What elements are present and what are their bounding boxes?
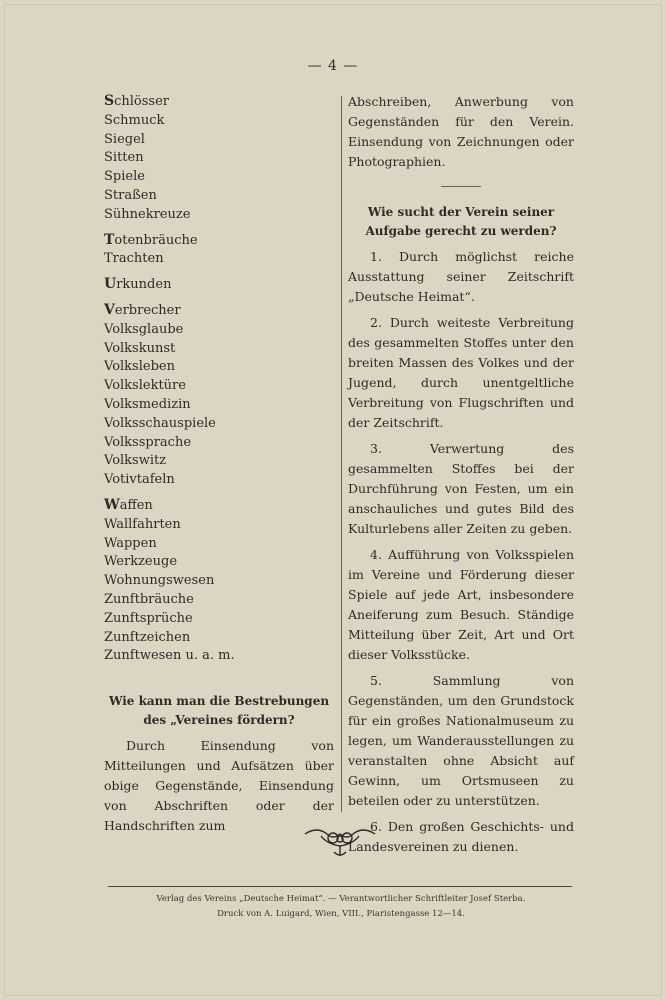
term-list (104, 92, 334, 666)
imprint-printer: Druck von A. Luigard, Wien, VIII., Piaristengasse 12—14. (217, 909, 465, 919)
term-item: Wappen (104, 535, 157, 551)
term-item: Straßen (104, 187, 157, 203)
imprint (96, 892, 586, 922)
left-section-heading: Wie kann man die Bestrebungen des „Vereines fördern? (108, 694, 330, 728)
term-item: Volkslektüre (104, 378, 186, 394)
term-item: Verbrecher (104, 301, 181, 318)
column-divider (341, 96, 342, 812)
aim-item: 6. Den großen Geschichts- und Landesvereinen zu dienen. (348, 819, 574, 854)
term-item: Urkunden (104, 276, 172, 293)
term-item: Totenbräuche (104, 231, 198, 248)
term-item: Volksschauspiele (104, 415, 216, 431)
term-item: Sühnekreuze (104, 206, 191, 222)
term-group (104, 92, 334, 225)
term-item: Schmuck (104, 112, 165, 128)
term-item: Trachten (104, 251, 164, 267)
term-item: Volkskunst (104, 340, 176, 356)
term-item: Zunftwesen u. a. m. (104, 648, 235, 664)
right-section-heading: Wie sucht der Verein seiner Aufgabe gerecht zu werden? (365, 205, 557, 238)
aim-item: 3. Verwertung des gesammelten Stoffes bei der Durchführung von Festen, um ein anschauliches und gutes Bild des Kulturlebens aller Zeiten zu geben. (348, 441, 574, 536)
term-item: Wohnungswesen (104, 573, 215, 589)
term-item: Volksmedizin (104, 396, 191, 412)
term-item: Schlösser (104, 93, 170, 109)
imprint-publisher: Verlag des Vereins „Deutsche Heimat“. — Verantwortlicher Schriftleiter Josef Sterba. (156, 894, 526, 904)
term-item: Waffen (104, 496, 153, 513)
term-item: Wallfahrten (104, 516, 181, 532)
term-item: Zunftzeichen (104, 629, 191, 645)
term-item: Zunftsprüche (104, 610, 193, 626)
page-number: — 4 — (307, 58, 359, 74)
term-item: Votivtafeln (104, 472, 175, 488)
right-continuation-text: Abschreiben, Anwerbung von Gegenständen für den Verein. Einsendung von Zeichnungen oder Photographien. (348, 94, 574, 169)
section-separator (441, 186, 481, 187)
term-group (104, 301, 334, 490)
ornament-icon (303, 824, 377, 860)
left-column (104, 92, 334, 842)
term-item: Siegel (104, 131, 145, 147)
aim-item: 2. Durch weiteste Verbreitung des gesammelten Stoffes unter den breiten Massen des Volkes und der Jugend, durch unentgeltliche Verbreitung von Flugschriften und der Zeitschrift. (348, 315, 574, 430)
term-item: Volksleben (104, 359, 175, 375)
term-group (104, 496, 334, 666)
term-group (104, 275, 334, 295)
term-group (104, 231, 334, 270)
aim-item: 1. Durch möglichst reiche Ausstattung seiner Zeitschrift „Deutsche Heimat“. (348, 249, 574, 304)
term-item: Spiele (104, 169, 145, 185)
term-item: Werkzeuge (104, 554, 178, 570)
aims-list (348, 247, 574, 857)
right-column (348, 92, 574, 863)
term-item: Sitten (104, 150, 144, 166)
term-item: Volkswitz (104, 453, 167, 469)
left-section-text: Durch Einsendung von Mitteilungen und Aufsätzen über obige Gegenstände, Einsendung von Abschriften oder der Handschriften zum (104, 738, 334, 834)
aim-item: 4. Aufführung von Volksspielen im Vereine und Förderung dieser Spiele auf jede Art, insbesondere Aneiferung zum Besuch. Ständige Mitteilung über Zeit, Art und Ort dieser Volksstücke. (348, 547, 574, 662)
term-item: Volksglaube (104, 321, 184, 337)
aim-item: 5. Sammlung von Gegenständen, um den Grundstock für ein großes Nationalmuseum zu legen, um Wanderausstellungen zu veranstalten ohne Absicht auf Gewinn, um Ortsmuseen zu beteilen oder zu unterstützen. (348, 673, 574, 808)
term-item: Zunftbräuche (104, 591, 194, 607)
footer-rule (108, 886, 572, 887)
term-item: Volkssprache (104, 434, 192, 450)
